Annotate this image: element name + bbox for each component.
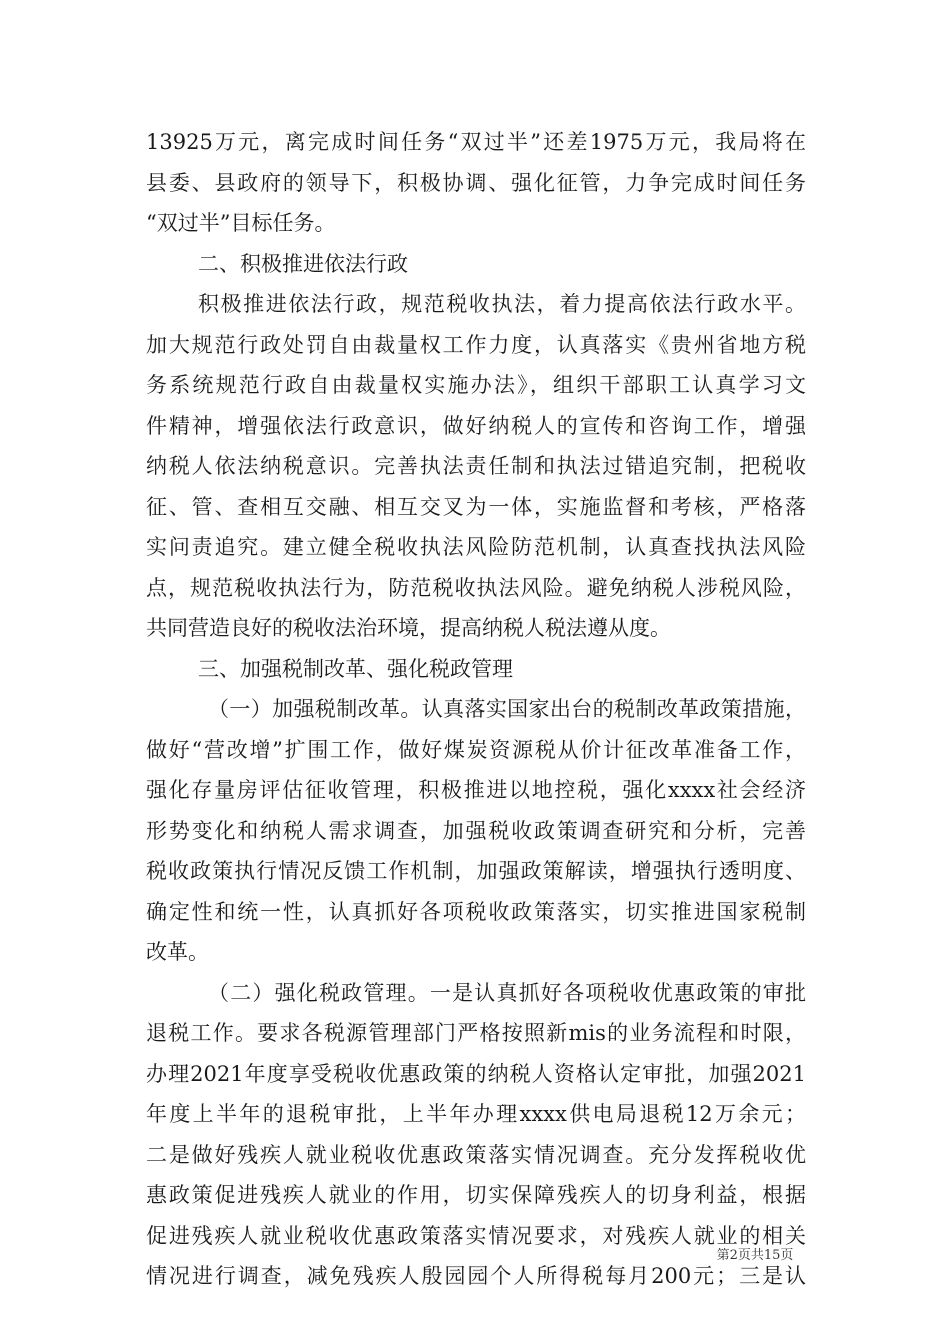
text-line: 13925万元，离完成时间任务“双过半”还差1975万元，我局将在	[146, 130, 806, 154]
text-line: “双过半”目标任务。	[146, 211, 336, 235]
text-line: 年度上半年的退税审批，上半年办理xxxx供电局退税12万余元；	[146, 1102, 806, 1126]
text-line: 促进残疾人就业税收优惠政策落实情况要求，对残疾人就业的相关	[146, 1223, 806, 1248]
text-line: 共同营造良好的税收法治环境，提高纳税人税法遵从度。	[146, 616, 671, 640]
text-line: 加大规范行政处罚自由裁量权工作力度，认真落实《贵州省地方税	[146, 332, 806, 357]
text-line: 惠政策促进残疾人就业的作用，切实保障残疾人的切身利益，根据	[146, 1183, 806, 1207]
text-line: （二）强化税政管理。一是认真抓好各项税收优惠政策的审批	[208, 980, 806, 1005]
text-line: 务系统规范行政自由裁量权实施办法》，组织干部职工认真学习文	[146, 373, 806, 397]
text-line: （一）加强税制改革。认真落实国家出台的税制改革政策措施，	[208, 697, 806, 721]
text-line: 做好“营改增”扩围工作，做好煤炭资源税从价计征改革准备工作，	[146, 737, 806, 762]
text-line: 件精神，增强依法行政意识，做好纳税人的宣传和咨询工作，增强	[146, 413, 806, 438]
text-line: 二、积极推进依法行政	[198, 251, 408, 276]
text-line: 二是做好残疾人就业税收优惠政策落实情况调查。充分发挥税收优	[146, 1142, 806, 1167]
page-number: 第2页共15页	[716, 1248, 794, 1263]
text-line: 点，规范税收执法行为，防范税收执法风险。避免纳税人涉税风险，	[146, 575, 806, 600]
text-line: 实问责追究。建立健全税收执法风险防范机制，认真查找执法风险	[146, 535, 806, 559]
text-line: 税收政策执行情况反馈工作机制，加强政策解读，增强执行透明度、	[146, 859, 806, 883]
text-line: 纳税人依法纳税意识。完善执法责任制和执法过错追究制，把税收	[146, 454, 806, 478]
text-line: 县委、县政府的领导下，积极协调、强化征管，力争完成时间任务	[146, 170, 806, 195]
text-line: 强化存量房评估征收管理，积极推进以地控税，强化xxxx社会经济	[146, 778, 806, 802]
text-line: 积极推进依法行政，规范税收执法，着力提高依法行政水平。	[198, 292, 806, 316]
text-line: 征、管、查相互交融、相互交叉为一体，实施监督和考核，严格落	[146, 494, 806, 519]
document-body	[146, 122, 806, 1297]
page-footer	[0, 1244, 950, 1263]
text-line: 三、加强税制改革、强化税政管理	[198, 656, 513, 681]
text-line: 办理2021年度享受税收优惠政策的纳税人资格认定审批，加强2021	[146, 1061, 806, 1086]
text-line: 改革。	[146, 940, 209, 964]
text-line: 确定性和统一性，认真抓好各项税收政策落实，切实推进国家税制	[146, 899, 806, 924]
text-line: 形势变化和纳税人需求调查，加强税收政策调查研究和分析，完善	[146, 818, 806, 843]
text-line: 情况进行调查，减免残疾人殷园园个人所得税每月200元；三是认	[146, 1264, 806, 1288]
text-line: 退税工作。要求各税源管理部门严格按照新mis的业务流程和时限，	[146, 1021, 806, 1045]
